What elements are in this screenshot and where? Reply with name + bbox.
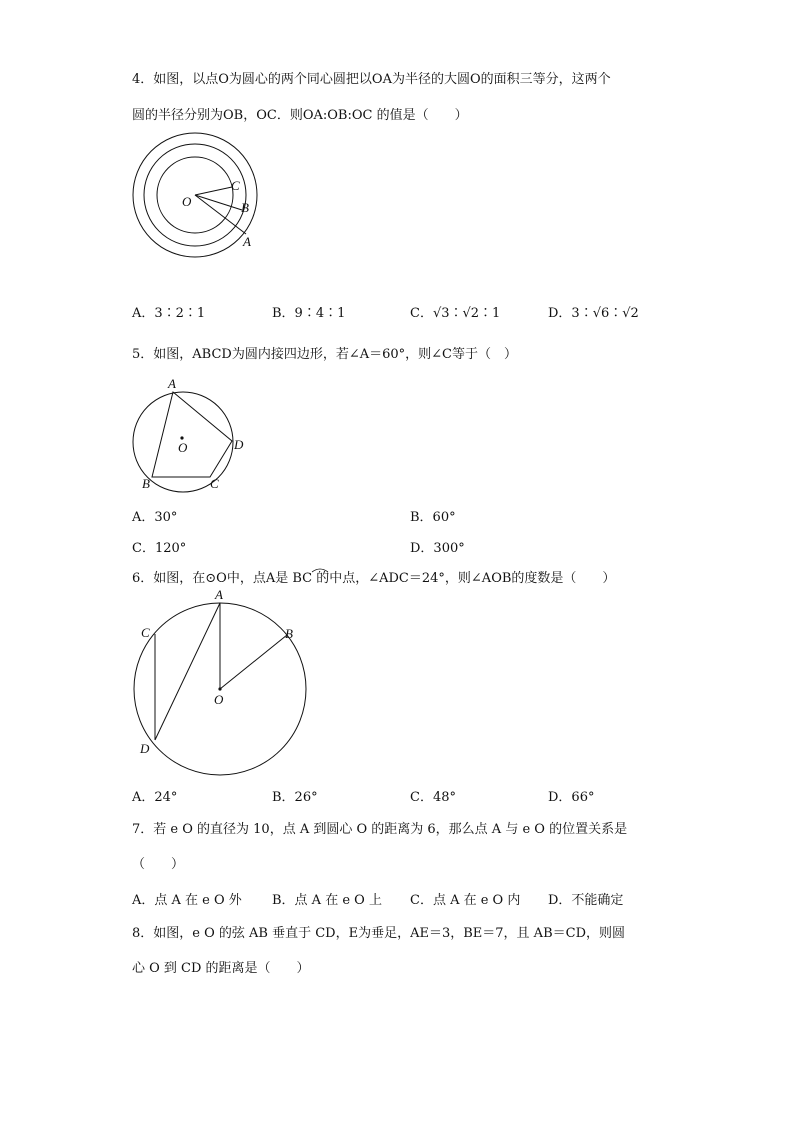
- q4-label-C: C: [231, 178, 240, 193]
- q6-label-C: C: [141, 625, 150, 640]
- q4-label-A: A: [243, 234, 251, 249]
- q7-option-c[interactable]: C．点 A 在 e O 内: [410, 893, 521, 908]
- q4-label-B: B: [241, 200, 249, 215]
- q6-label-D: D: [140, 741, 150, 756]
- q7-option-a[interactable]: A．点 A 在 e O 外: [132, 893, 242, 908]
- q8-text-line1: 8．如图，e O 的弦 AB 垂直于 CD，E为垂足，AE＝3，BE＝7，且 AB＝CD，则圆: [132, 926, 625, 941]
- q4-option-c[interactable]: C．√3∶√2∶1: [410, 306, 501, 321]
- q6-option-b[interactable]: B．26°: [272, 790, 318, 805]
- q8-text-line2: 心 O 到 CD 的距离是（ ）: [132, 961, 310, 976]
- q5-label-O: O: [178, 440, 188, 455]
- q5-text-line1: 5．如图，ABCD为圆内接四边形，若∠A＝60°，则∠C等于（ ）: [132, 347, 517, 362]
- q4-text-line2: 圆的半径分别为OB，OC．则OA:OB:OC 的值是（ ）: [132, 108, 468, 123]
- q6-label-O: O: [214, 692, 224, 707]
- q6-option-c[interactable]: C．48°: [410, 790, 456, 805]
- q4-text-line1: 4．如图，以点O为圆心的两个同心圆把以OA为半径的大圆O的面积三等分，这两个: [132, 72, 611, 87]
- q6-label-A: A: [215, 587, 223, 602]
- q5-label-C: C: [210, 476, 219, 491]
- q6-circle-figure: [128, 588, 318, 758]
- q6-arc-mark: [310, 566, 330, 574]
- q5-inscribed-quadrilateral-figure: [128, 372, 258, 496]
- q4-label-O: O: [182, 194, 192, 209]
- q4-option-a[interactable]: A．3∶2∶1: [132, 306, 206, 321]
- q6-option-a[interactable]: A．24°: [132, 790, 178, 805]
- q6-text-line1: 6．如图，在⊙O中，点A是 BC 的中点，∠ADC＝24°，则∠AOB的度数是（ ）: [132, 571, 616, 586]
- q7-option-b[interactable]: B．点 A 在 e O 上: [272, 893, 382, 908]
- q7-option-d[interactable]: D．不能确定: [548, 893, 624, 908]
- q5-label-D: D: [234, 437, 244, 452]
- q4-concentric-circles-figure: [128, 130, 268, 260]
- q4-option-d[interactable]: D．3∶√6∶√2: [548, 306, 639, 321]
- q5-option-c[interactable]: C．120°: [132, 541, 187, 556]
- q5-option-b[interactable]: B．60°: [410, 510, 456, 525]
- q5-option-d[interactable]: D．300°: [410, 541, 465, 556]
- q7-text-line1: 7．若 e O 的直径为 10，点 A 到圆心 O 的距离为 6，那么点 A 与 e O 的位置关系是: [132, 822, 628, 837]
- q6-label-B: B: [285, 626, 293, 641]
- q5-label-B: B: [142, 476, 150, 491]
- q4-option-b[interactable]: B．9∶4∶1: [272, 306, 346, 321]
- q7-text-line2: （ ）: [132, 857, 185, 872]
- q5-label-A: A: [168, 376, 176, 391]
- q5-option-a[interactable]: A．30°: [132, 510, 178, 525]
- q6-option-d[interactable]: D．66°: [548, 790, 595, 805]
